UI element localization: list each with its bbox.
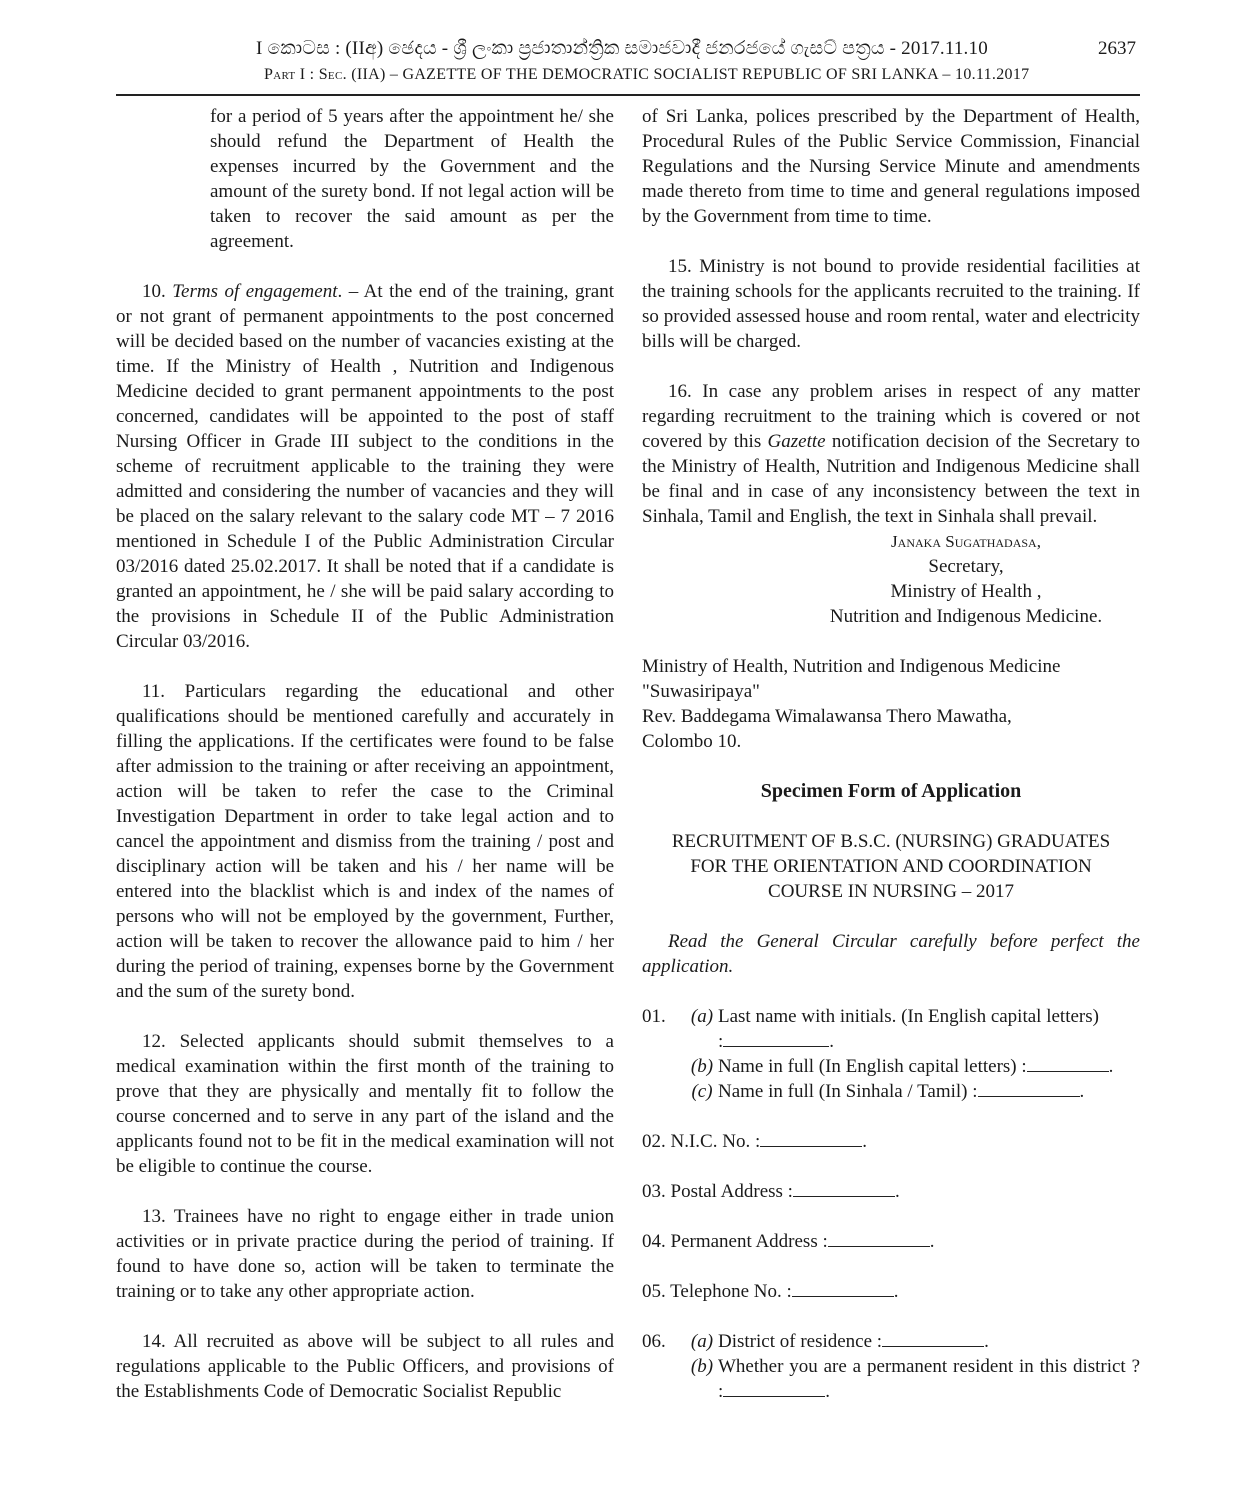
item-01a-letter: (a) <box>690 1006 714 1027</box>
paragraph-9-continuation: for a period of 5 years after the appointment he/ she should refund the Department of Health the expenses incurred by the Government and the amount of the surety bond. If not legal action will be taken to recover the said amount as per the agreement. <box>210 106 614 252</box>
address-line-4: Colombo 10. <box>642 731 742 752</box>
item-01c-label: Name in full (In Sinhala / Tamil) : <box>718 1081 978 1102</box>
item-06a-blank[interactable] <box>882 1332 984 1347</box>
paragraph-15: 15. Ministry is not bound to provide residential facilities at the training schools for the applicants recruited to the training. If so provided assessed house and room rental, water and electricity bills will be charged. <box>642 256 1140 352</box>
item-03-blank[interactable] <box>793 1182 895 1197</box>
item-06a-letter: (a) <box>690 1331 714 1352</box>
signature-block <box>792 529 1140 629</box>
item-06b-letter: (b) <box>690 1356 714 1377</box>
form-item-03: 03. Postal Address : . <box>642 1181 900 1202</box>
signatory-name: Janaka Sugathadasa, <box>891 532 1041 551</box>
address-line-1: Ministry of Health, Nutrition and Indigenous Medicine <box>642 656 1061 677</box>
signatory-title: Secretary, <box>928 556 1004 577</box>
item-01b-label: Name in full (In English capital letters) : <box>718 1056 1027 1077</box>
item-04-blank[interactable] <box>828 1232 930 1247</box>
paragraph-10 <box>116 279 614 654</box>
paragraph-13: 13. Trainees have no right to engage either in trade union activities or in private practice during the period of training. If found to have done so, action will be taken to terminate the training or to take any other appropriate action. <box>116 1206 614 1302</box>
item-06-number: 06. <box>642 1331 666 1352</box>
form-subtitle-line-3: COURSE IN NURSING – 2017 <box>768 881 1014 902</box>
form-item-01: 01. (a) Last name with initials. (In English capital letters) : . (b) Name in full (In English capital letters) : . (c) Name in full (In Sinhala / Tamil) : . <box>642 1004 1140 1104</box>
gazette-header <box>116 34 1140 96</box>
item-01a-label: Last name with initials. (In English capital letters) <box>718 1006 1099 1027</box>
address-line-3: Rev. Baddegama Wimalawansa Thero Mawatha, <box>642 706 1012 727</box>
paragraph-16 <box>642 379 1140 529</box>
item-06a-label: District of residence : <box>718 1331 883 1352</box>
ministry-address <box>642 654 1140 754</box>
item-06b-label: Whether you are a permanent resident in this district ? : <box>718 1356 1140 1402</box>
signatory-ministry-1: Ministry of Health , <box>890 581 1042 602</box>
right-column <box>642 104 1140 1404</box>
item-01a-blank[interactable] <box>723 1032 829 1047</box>
form-subtitle <box>642 829 1140 904</box>
left-column <box>116 104 614 1404</box>
item-01b-blank[interactable] <box>1027 1057 1109 1072</box>
paragraph-16-gazette: Gazette <box>767 431 826 452</box>
paragraph-12: 12. Selected applicants should submit themselves to a medical examination within the first month of the training to prove that they are physically and mentally fit to follow the course concerned and to serve in any part of the island and the applicants found not to be fit in the medical examination will not be eligible to continue the course. <box>116 1031 614 1177</box>
page-number: 2637 <box>1098 38 1136 59</box>
header-english-line: Part I : Sec. (IIA) – GAZETTE OF THE DEMOCRATIC SOCIALIST REPUBLIC OF SRI LANKA – 10.11.2017 <box>264 66 1030 83</box>
form-instruction: Read the General Circular carefully before perfect the application. <box>642 931 1140 977</box>
paragraph-11: 11. Particulars regarding the educational and other qualifications should be mentioned carefully and accurately in filling the applications. If the certificates were found to be false after admission to the training or after receiving an appointment, action will be taken to refer the case to the Criminal Investigation Department in order to take legal action and to cancel the appointment and dismiss from the training / post and disciplinary action will be taken and his / her name will be entered into the blacklist which is and index of the names of persons who will not be employed by the government, Further, action will be taken to recover the allowance paid to him / her during the period of training, expenses borne by the Government and the sum of the surety bond. <box>116 681 614 1002</box>
item-01c-letter: (c) <box>691 1081 713 1102</box>
item-05-blank[interactable] <box>792 1282 894 1297</box>
item-01-number: 01. <box>642 1006 666 1027</box>
item-04-label: 04. Permanent Address : <box>642 1231 828 1252</box>
paragraph-10-title: Terms of engagement <box>172 281 338 302</box>
header-sec: Sec. <box>318 66 347 83</box>
paragraph-14-continuation: of Sri Lanka, polices prescribed by the Department of Health, Procedural Rules of the Public Service Commission, Financial Regulations and the Nursing Service Minute and amendments made thereto from time to time and general regulations imposed by the Government from time to time. <box>642 106 1140 227</box>
item-02-label: 02. N.I.C. No. : <box>642 1131 761 1152</box>
item-06b-blank[interactable] <box>723 1382 825 1397</box>
header-sinhala-line: I කොටස : (IIඅ) ඡෙදය - ශ්‍රී ලංකා ප්‍රජාතාන්ත්‍රික සමාජවාදී ජනරජයේ ගැසට් පත්‍රය - 2017.11.10 <box>256 38 988 59</box>
item-01b-letter: (b) <box>690 1056 714 1077</box>
header-part: Part I <box>264 66 306 83</box>
form-title: Specimen Form of Application <box>760 780 1022 802</box>
form-item-06: 06. (a) District of residence : . (b) Whether you are a permanent resident in this district ? : . <box>642 1331 1140 1402</box>
signatory-ministry-2: Nutrition and Indigenous Medicine. <box>829 606 1103 627</box>
paragraph-16-part-b: notification decision of the Secretary to the Ministry of Health, Nutrition and Indigenous Medicine shall be final and in case of any inconsistency between the text in Sinhala, Tamil and English, the text in Sinhala shall prevail. <box>642 431 1140 527</box>
paragraph-14: 14. All recruited as above will be subject to all rules and regulations applicable to the Public Officers, and provisions of the Establishments Code of Democratic Socialist Republic <box>116 1331 614 1402</box>
form-item-05: 05. Telephone No. : . <box>642 1281 899 1302</box>
item-05-label: 05. Telephone No. : <box>642 1281 792 1302</box>
item-03-label: 03. Postal Address : <box>642 1181 793 1202</box>
paragraph-10-text: . – At the end of the training, grant or not grant of permanent appointments to the post concerned will be decided based on the number of vacancies existing at the time. If the Ministry of Health , Nutrition and Indigenous Medicine decided to grant permanent appointments to the post concerned, candidates will be appointed to the post of staff Nursing Officer in Grade III subject to the conditions in the scheme of recruitment applicable to the training they were admitted and considering the number of vacancies and they will be placed on the salary relevant to the salary code MT – 7 2016 mentioned in Schedule I of the Public Administration Circular 03/2016 dated 25.02.2017. It shall be noted that if a candidate is granted an appointment, he / she will be paid salary according to the provisions in Schedule II of the Public Administration Circular 03/2016. <box>116 281 614 652</box>
form-subtitle-line-2: FOR THE ORIENTATION AND COORDINATION <box>690 856 1092 877</box>
item-01c-blank[interactable] <box>978 1082 1080 1097</box>
paragraph-16-part-a: 16. In case any problem arises in respect of any matter regarding recruitment to the training which is covered or not covered by this <box>642 381 1140 452</box>
address-line-2: "Suwasiripaya" <box>642 681 760 702</box>
form-item-02: 02. N.I.C. No. : . <box>642 1131 867 1152</box>
header-english-rest: (IIA) – GAZETTE OF THE DEMOCRATIC SOCIALIST REPUBLIC OF SRI LANKA – 10.11.2017 <box>351 66 1030 83</box>
paragraph-10-number: 10. <box>142 281 166 302</box>
item-02-blank[interactable] <box>760 1132 862 1147</box>
form-subtitle-line-1: RECRUITMENT OF B.S.C. (NURSING) GRADUATES <box>671 831 1111 852</box>
form-item-04: 04. Permanent Address : . <box>642 1231 935 1252</box>
